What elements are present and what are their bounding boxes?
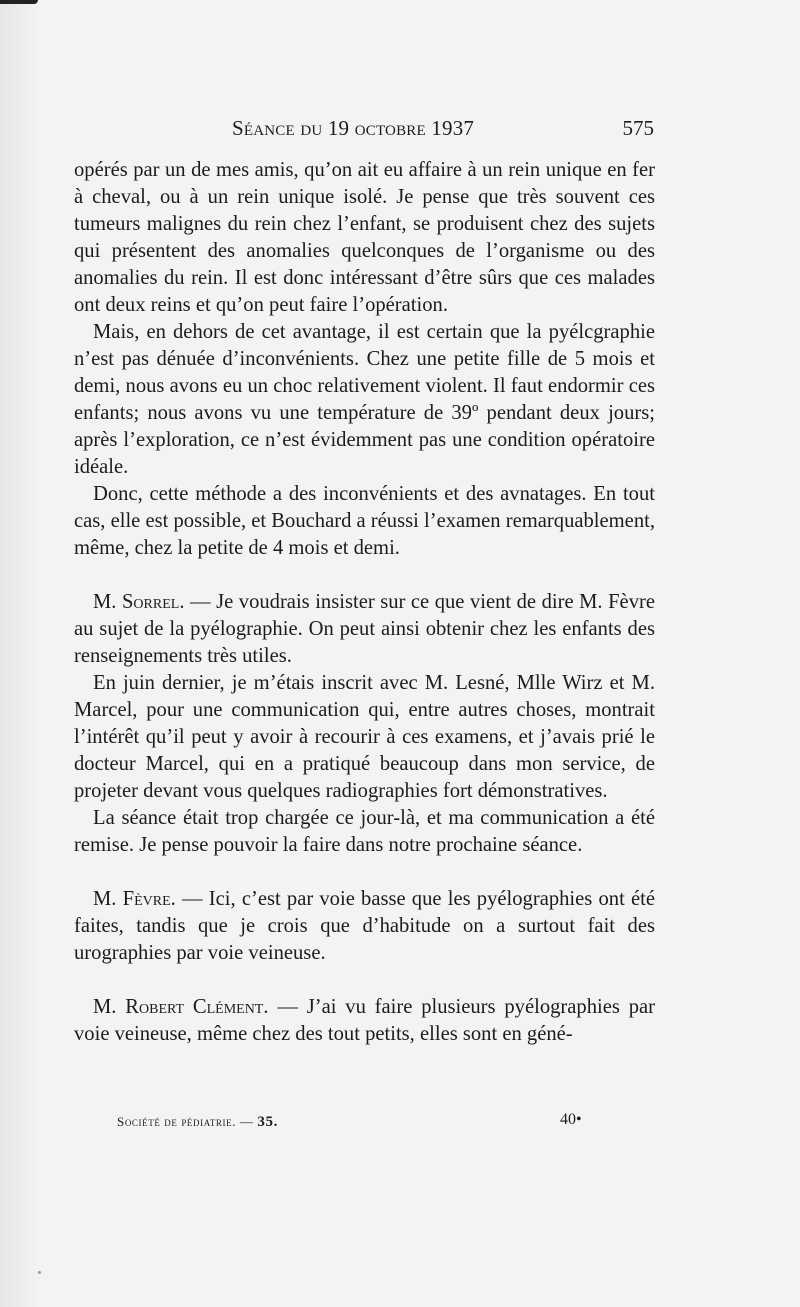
section-gap <box>74 859 655 886</box>
sheet-number: 40• <box>560 1111 582 1128</box>
paragraph-conclusion: Donc, cette méthode a des inconvénients et des avnatages. En tout cas, elle est possible, et Bouchard a réussi l’examen remarquablement, même, chez la petite de 4 mois et demi. <box>74 483 655 559</box>
speaker-name: M. Robert Clément. <box>93 996 269 1018</box>
scan-corner-mark <box>0 0 38 4</box>
page-edge-shadow <box>0 0 40 1307</box>
paragraph-fevre: M. Fèvre. — Ici, c’est par voie basse que les pyélographies ont été faites, tandis que je crois que d’habitude on a surtout fait des urographies par voie veineuse. <box>74 888 656 964</box>
running-head <box>74 116 654 144</box>
speaker-name: M. Sorrel. <box>93 591 185 613</box>
section-gap <box>74 562 655 589</box>
paper-speck <box>38 1271 41 1274</box>
signature-footer <box>117 1111 597 1135</box>
signature-mark: Société de pédiatrie. — 35. <box>117 1114 278 1130</box>
speaker-name: M. Fèvre. <box>93 888 176 910</box>
paragraph-clement: M. Robert Clément. — J’ai vu faire plusieurs pyélographies par voie veineuse, même chez des tout petits, elles sont en géné- <box>74 996 655 1045</box>
running-head-title: Séance du 19 octobre 1937 <box>232 116 475 140</box>
page-number: 575 <box>622 116 654 140</box>
paragraph-sorrel: M. Sorrel. — Je voudrais insister sur ce que vient de dire M. Fèvre au sujet de la pyélographie. On peut ainsi obtenir chez les enfants des renseignements très utiles. <box>74 591 655 667</box>
paragraph-sorrel-seance: La séance était trop chargée ce jour-là, et ma communication a été remise. Je pense pouvoir la faire dans notre prochaine séance. <box>74 807 655 856</box>
paragraph-continuation: opérés par un de mes amis, qu’on ait eu affaire à un rein unique en fer à cheval, ou à un rein unique isolé. Je pense que très souvent ces tumeurs malignes du rein chez l’enfant, se produisent chez des sujets qui présentent des anomalies quelconques de l’organisme ou des anomalies du rein. Il est donc intéressant d’être sûrs que ces malades ont deux reins et qu’on peut faire l’opération. <box>74 159 655 316</box>
paragraph-sorrel-juin: En juin dernier, je m’étais inscrit avec M. Lesné, Mlle Wirz et M. Marcel, pour une communication qui, entre autres choses, montrait l’intérêt qu’il peut y avoir à recourir à ces examens, et j’avais prié le docteur Marcel, qui en a pratiqué beaucoup dans mon service, de projeter devant vous quelques radiographies fort démonstratives. <box>74 672 655 802</box>
section-gap <box>74 967 655 994</box>
paragraph-inconvenients: Mais, en dehors de cet avantage, il est certain que la pyélcgraphie n’est pas dénuée d’inconvénients. Chez une petite fille de 5 mois et demi, nous avons eu un choc relativement violent. Il faut endormir ces enfants; nous avons vu une température de 39º pendant deux jours; après l’exploration, ce n’est évidemment pas une condition opératoire idéale. <box>74 321 655 478</box>
body-text <box>74 157 655 1048</box>
